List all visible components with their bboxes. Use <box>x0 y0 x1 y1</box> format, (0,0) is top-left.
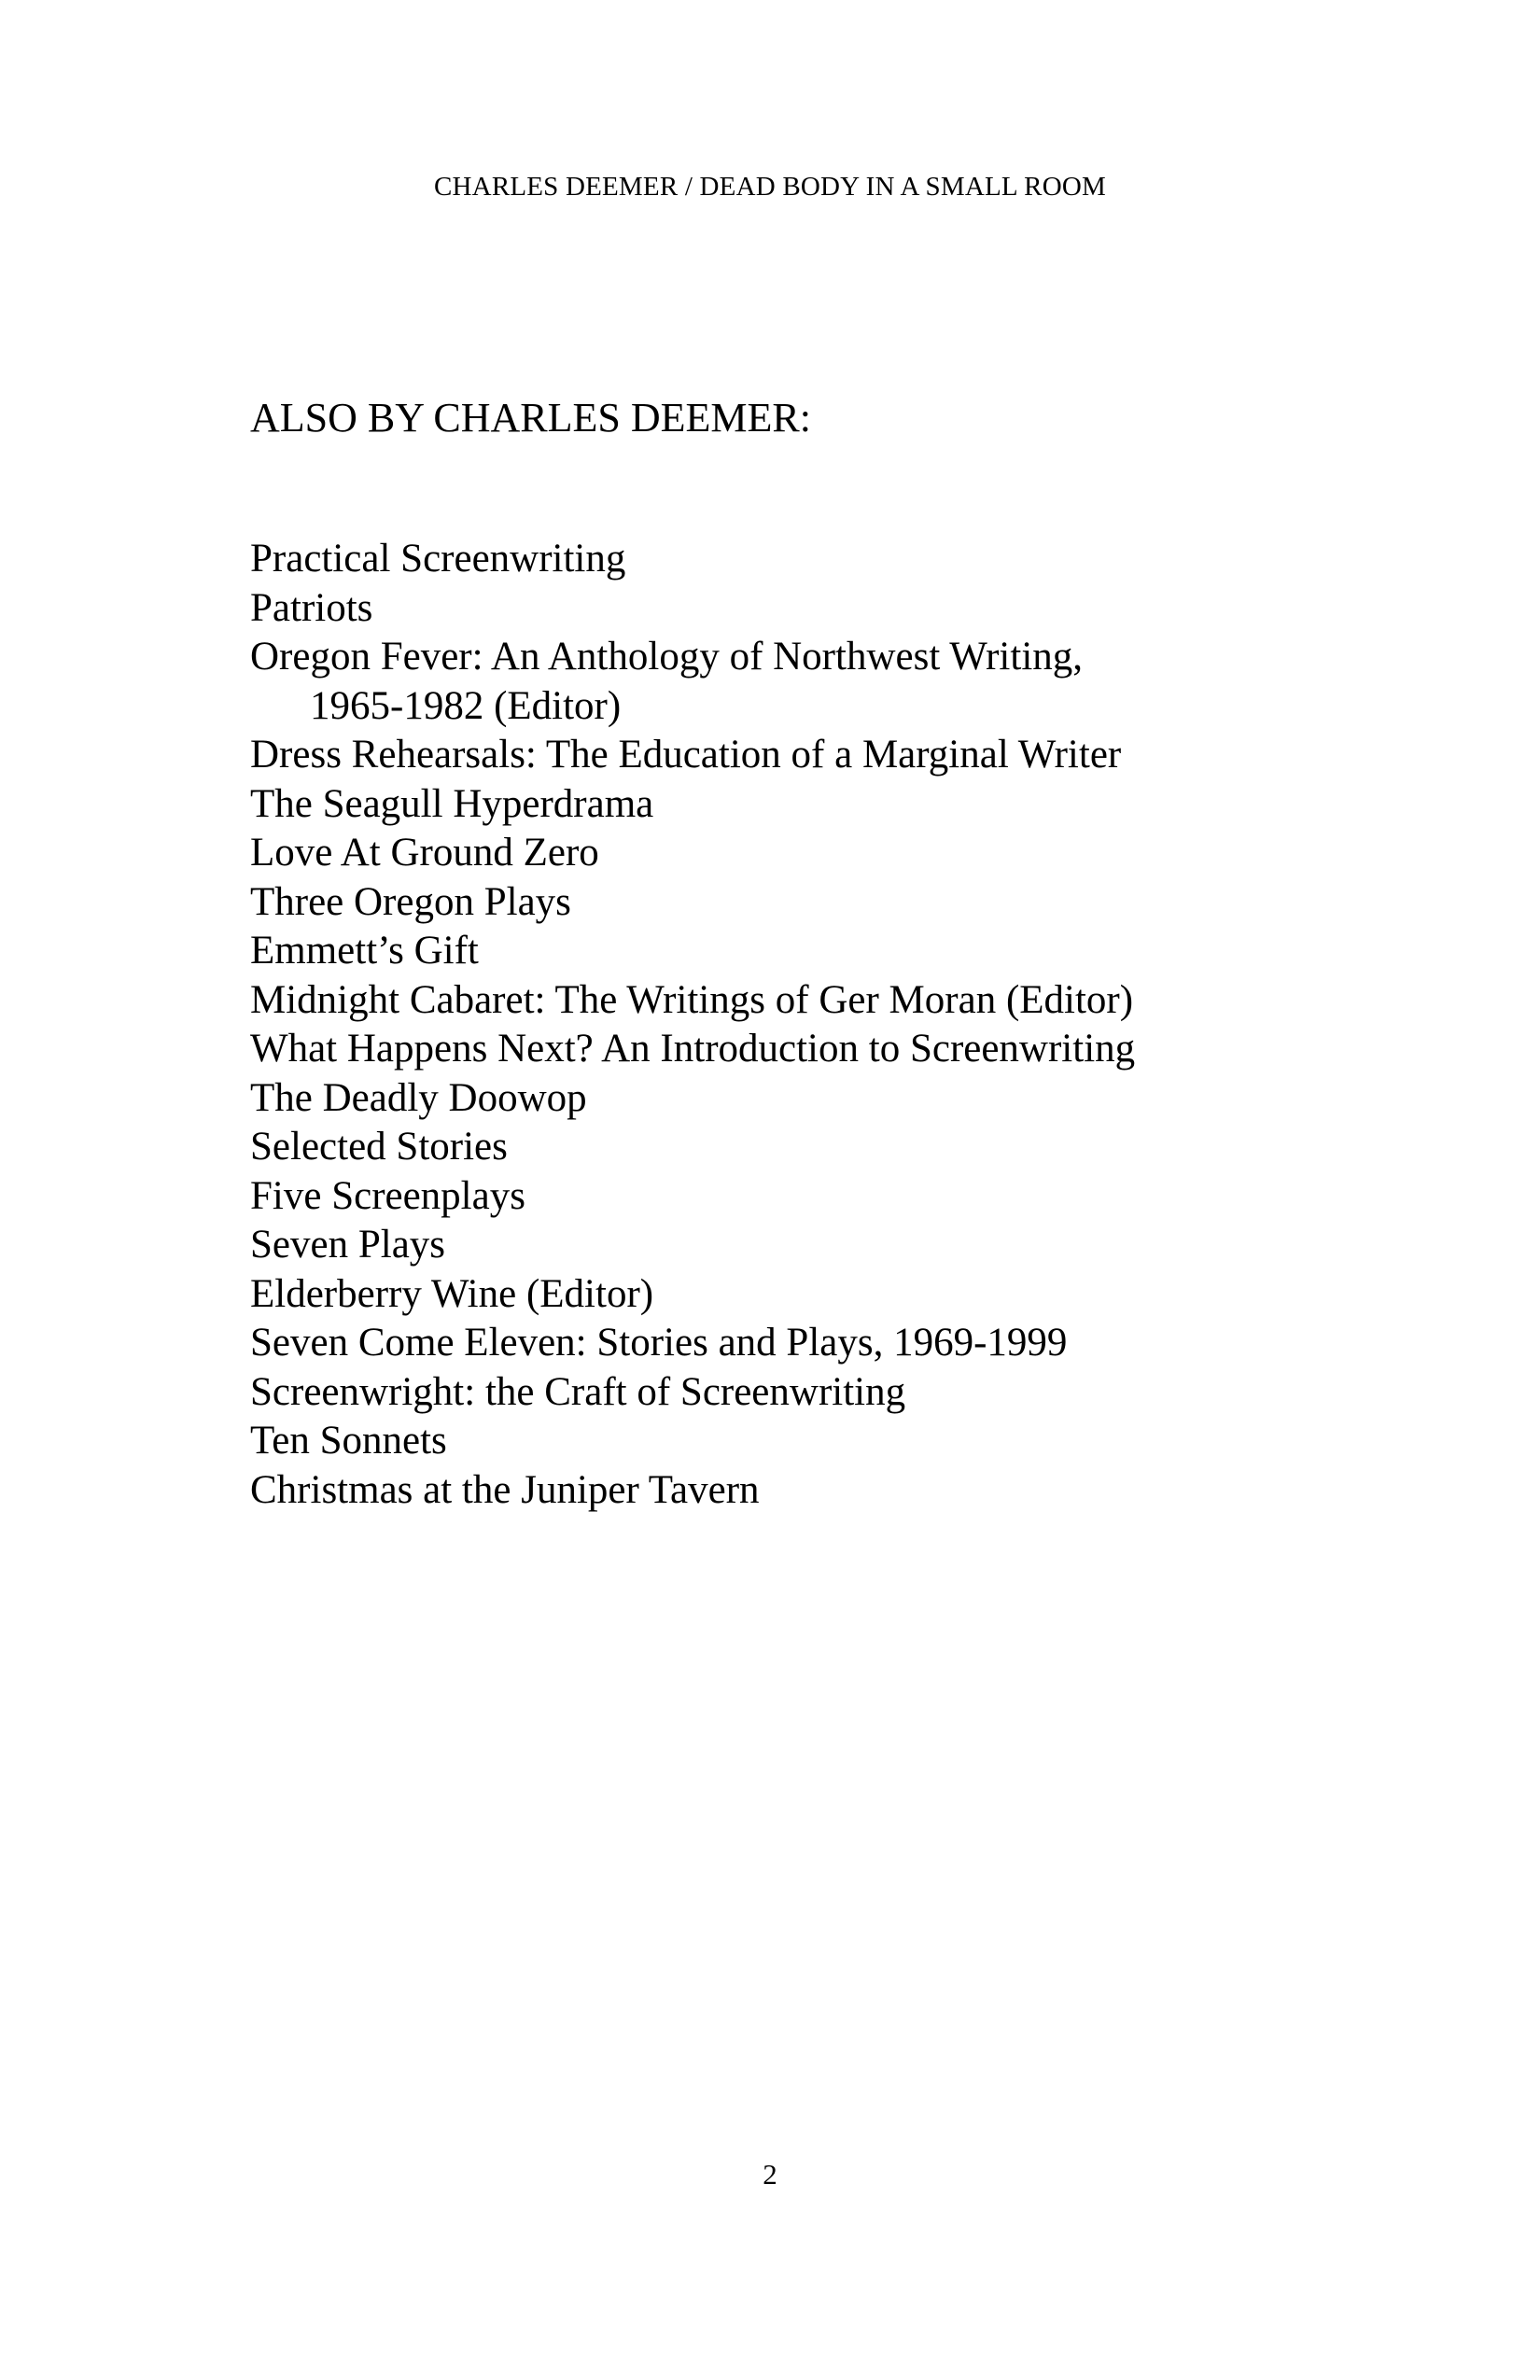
page-number: 2 <box>763 2158 777 2191</box>
book-title: Dress Rehearsals: The Education of a Marginal Writer <box>250 733 1122 777</box>
book-title: The Seagull Hyperdrama <box>250 781 654 826</box>
book-title: Screenwright: the Craft of Screenwriting <box>250 1369 906 1414</box>
book-title: Selected Stories <box>250 1125 508 1169</box>
book-title: Five Screenplays <box>250 1173 525 1218</box>
book-title: Ten Sonnets <box>250 1419 447 1463</box>
book-title: Elderberry Wine (Editor) <box>250 1271 654 1316</box>
section-heading: ALSO BY CHARLES DEEMER: <box>250 395 811 441</box>
book-title: Christmas at the Juniper Tavern <box>250 1467 760 1512</box>
book-title: Midnight Cabaret: The Writings of Ger Moran (Editor) <box>250 977 1134 1022</box>
book-title: What Happens Next? An Introduction to Screenwriting <box>250 1027 1136 1071</box>
book-title: Seven Plays <box>250 1223 446 1267</box>
book-title: Emmett’s Gift <box>250 929 479 973</box>
book-title-line: Oregon Fever: An Anthology of Northwest Writing, <box>250 635 1084 679</box>
book-list <box>250 535 1135 1515</box>
book-title <box>250 633 1135 731</box>
book-title: Practical Screenwriting <box>250 537 626 581</box>
book-title: Love At Ground Zero <box>250 831 599 875</box>
book-title: Three Oregon Plays <box>250 879 571 924</box>
book-title-continuation: 1965-1982 (Editor) <box>310 683 622 728</box>
book-title: Seven Come Eleven: Stories and Plays, 1969-1999 <box>250 1321 1068 1365</box>
book-title: The Deadly Doowop <box>250 1075 587 1120</box>
running-header: CHARLES DEEMER / DEAD BODY IN A SMALL ROOM <box>433 172 1106 202</box>
book-title: Patriots <box>250 585 373 630</box>
